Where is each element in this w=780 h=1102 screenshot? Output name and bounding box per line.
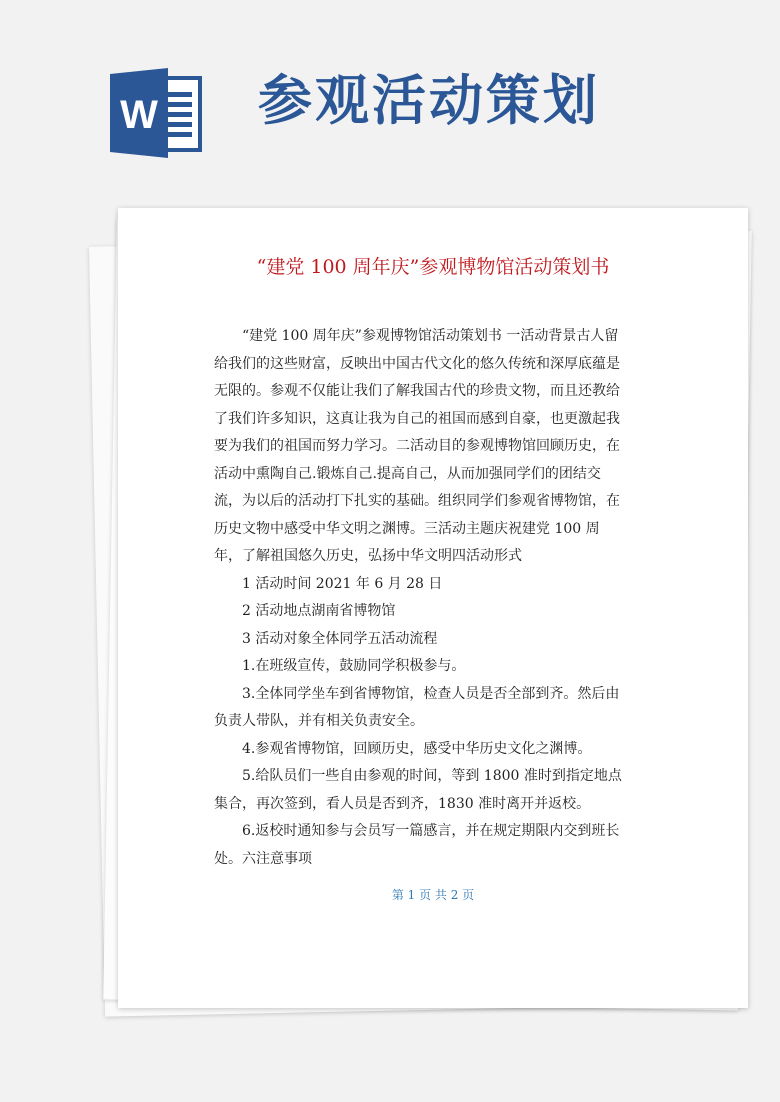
paragraph-activity-location: 2 活动地点湖南省博物馆	[242, 603, 396, 619]
paragraph-activity-target: 3 活动对象全体同学五活动流程	[242, 630, 438, 647]
paragraph-activity-time: 1 活动时间 2021 年 6 月 28 日	[242, 575, 443, 592]
document-page	[118, 208, 748, 1008]
document-body	[214, 323, 624, 873]
document-title: “建党 100 周年庆”参观博物馆活动策划书	[256, 256, 610, 278]
page-footer: 第 1 页 共 2 页	[391, 888, 475, 902]
paragraph-step-3: 3.全体同学坐车到省博物馆，检查人员是否全部到齐。然后由负责人带队，并有相关负责安全。	[214, 685, 620, 729]
paragraph-step-6: 6.返校时通知参与会员写一篇感言，并在规定期限内交到班长处。六注意事项	[214, 823, 620, 867]
word-icon-letter: W	[120, 93, 158, 137]
paragraph-step-1: 1.在班级宣传，鼓励同学积极参与。	[242, 658, 466, 674]
page-title: 参观活动策划	[258, 69, 600, 132]
word-document-icon	[110, 68, 210, 158]
paragraph-step-4: 4.参观省博物馆，回顾历史，感受中华历史文化之渊博。	[242, 740, 592, 757]
header-banner	[0, 0, 780, 200]
paragraph-intro: “建党 100 周年庆”参观博物馆活动策划书 一活动背景古人留给我们的这些财富，反映出中国古代文化的悠久传统和深厚底蕴是无限的。参观不仅能让我们了解我国古代的珍贵文物，而且还教给了我们许多知识，这真让我为自己的祖国而感到自豪，也更激起我要为我们的祖国而努力学习。二活动目的参观博物馆回顾历史，在活动中熏陶自己.锻炼自己.提高自己，从而加强同学们的团结交流，为以后的活动打下扎实的基础。组织同学们参观省博物馆，在历史文物中感受中华文明之渊博。三活动主题庆祝建党 100 周年，了解祖国悠久历史，弘扬中华文明四活动形式	[214, 328, 620, 564]
paragraph-step-5: 5.给队员们一些自由参观的时间，等到 1800 准时到指定地点集合，再次签到，看人员是否到齐，1830 准时离开并返校。	[214, 768, 622, 812]
